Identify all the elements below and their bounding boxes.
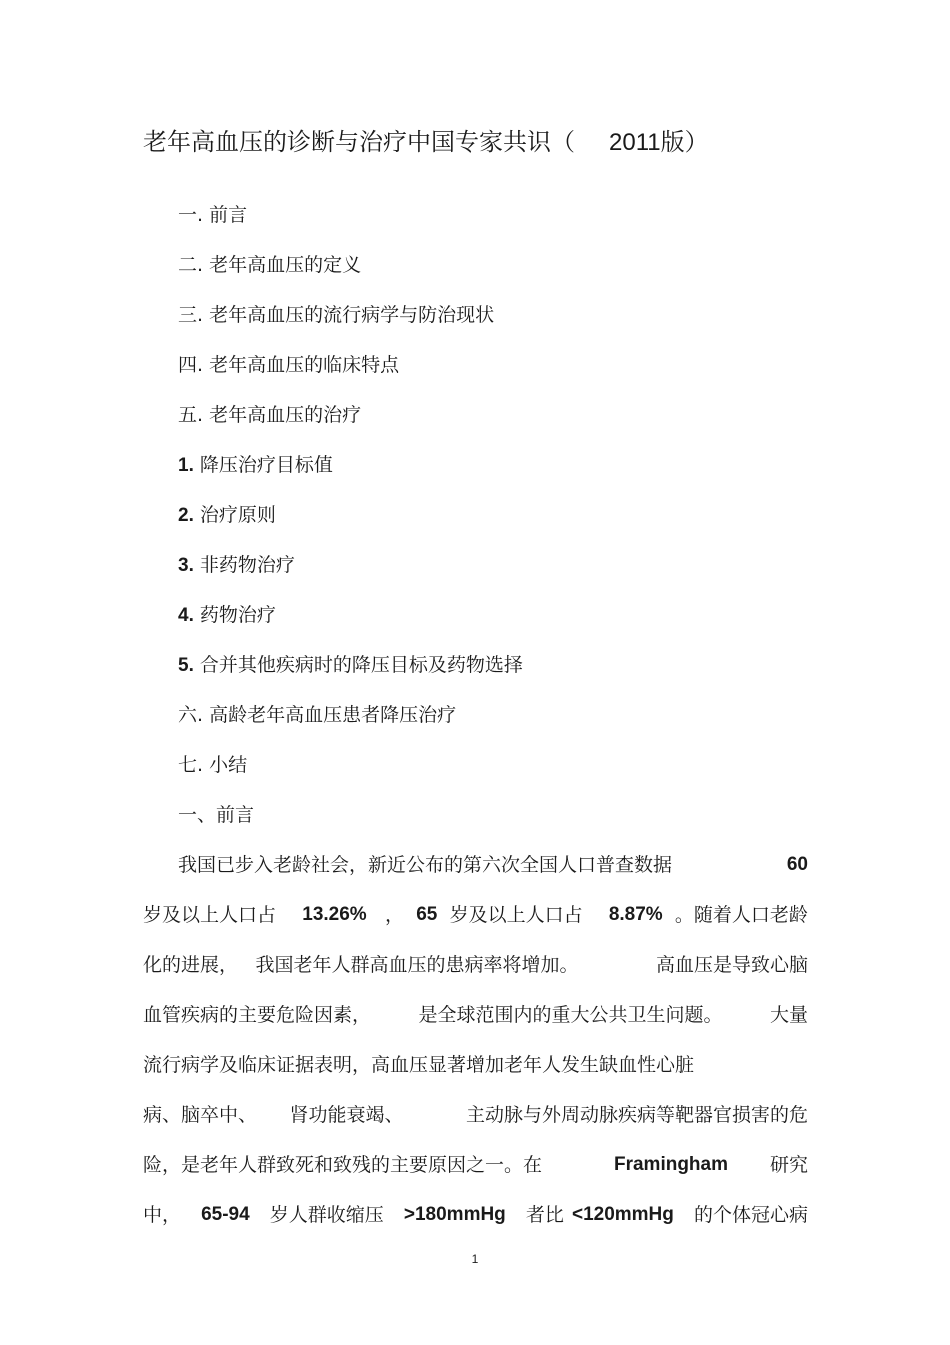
toc-item: 2. 治疗原则 xyxy=(178,504,276,526)
section-heading: 一、前言 xyxy=(178,804,255,826)
paragraph-line: 险，是老年人群致死和致残的主要原因之一。在 Framingham 研究 xyxy=(143,1154,808,1176)
paragraph-line: 中， 65-94 岁人群收缩压 >180mmHg 者比 <120mmHg 的个体冠心病 xyxy=(143,1204,808,1226)
toc-item: 一. 前言 xyxy=(178,204,248,226)
toc-item: 五. 老年高血压的治疗 xyxy=(178,404,362,426)
paragraph-line: 病、脑卒中、 肾功能衰竭、 主动脉与外周动脉疾病等靶器官损害的危 xyxy=(143,1104,808,1126)
body-paragraph xyxy=(143,845,808,1245)
title-year: 2011版） xyxy=(609,129,709,156)
page-number: 1 xyxy=(471,1252,479,1266)
paragraph-line: 血管疾病的主要危险因素， 是全球范围内的重大公共卫生问题。 大量 xyxy=(143,1004,808,1026)
title-main: 老年高血压的诊断与治疗中国专家共识（ xyxy=(143,128,575,156)
toc-item: 六. 高龄老年高血压患者降压治疗 xyxy=(178,704,457,726)
toc-item: 四. 老年高血压的临床特点 xyxy=(178,354,400,376)
toc-item: 三. 老年高血压的流行病学与防治现状 xyxy=(178,304,495,326)
table-of-contents xyxy=(178,195,523,795)
paragraph-line: 我国已步入老龄社会，新近公布的第六次全国人口普查数据 60 xyxy=(178,854,808,876)
toc-item: 4. 药物治疗 xyxy=(178,604,276,626)
toc-item: 3. 非药物治疗 xyxy=(178,554,295,576)
paragraph-line: 化的进展， 我国老年人群高血压的患病率将增加。 高血压是导致心脑 xyxy=(143,954,808,976)
document-title xyxy=(143,122,709,163)
toc-item: 5. 合并其他疾病时的降压目标及药物选择 xyxy=(178,654,523,676)
toc-item: 七. 小结 xyxy=(178,754,248,776)
paragraph-line: 流行病学及临床证据表明，高血压显著增加老年人发生缺血性心脏 xyxy=(143,1054,695,1076)
toc-item: 二. 老年高血压的定义 xyxy=(178,254,362,276)
paragraph-line: 岁及以上人口占 13.26% ， 65 岁及以上人口占 8.87% 。随着人口老龄 xyxy=(143,904,808,926)
toc-item: 1. 降压治疗目标值 xyxy=(178,454,333,476)
